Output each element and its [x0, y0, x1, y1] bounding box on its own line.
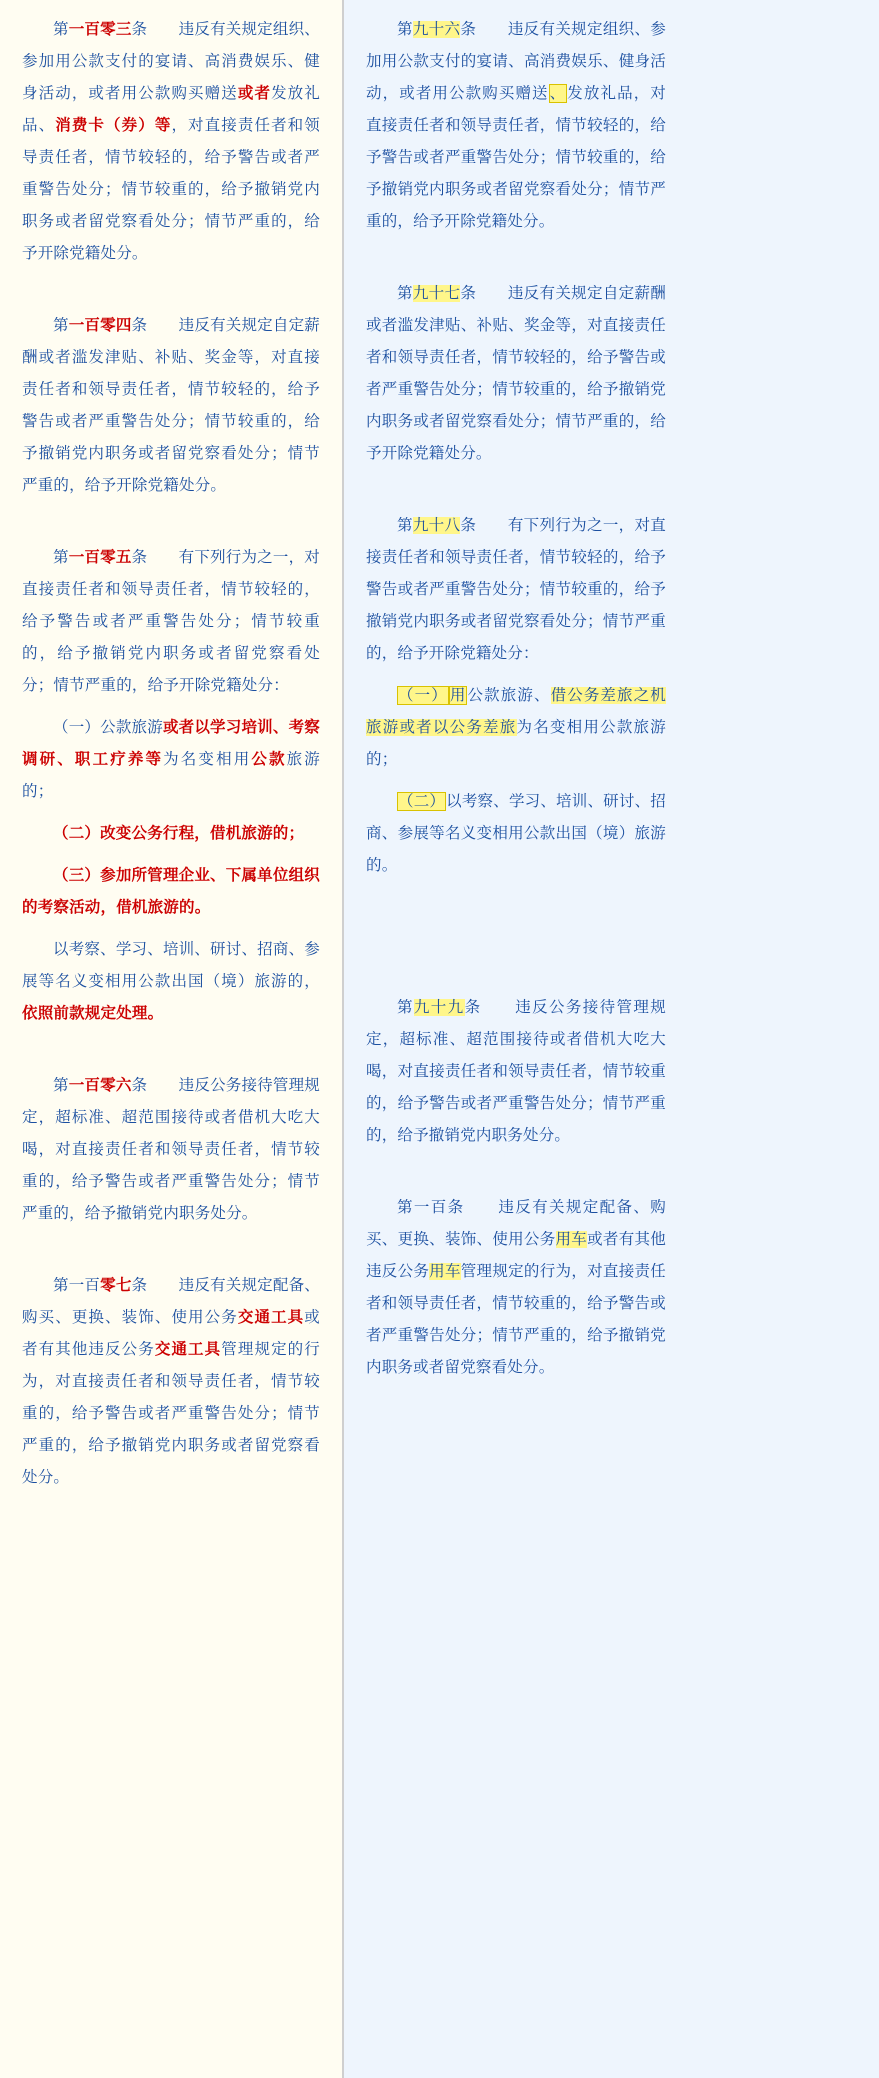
revision-emphasis-run: 依照前款规定处理。: [22, 1005, 164, 1022]
revision-emphasis-run: （二）改变公务行程，借机旅游的；: [53, 825, 305, 842]
text-run: 为名变相用公款旅游的；: [366, 719, 666, 768]
article-paragraph: [366, 1192, 666, 1384]
text-run: 或者有其他违反公务: [366, 1231, 666, 1280]
highlight-run: 九十六: [412, 21, 461, 38]
revision-emphasis-run: 一百零五: [68, 549, 132, 566]
paragraph-spacer: [366, 480, 666, 510]
article-paragraph: [22, 310, 320, 502]
article-paragraph: [22, 1270, 320, 1494]
highlight-run: 九十九: [413, 999, 465, 1016]
text-run: 第: [397, 999, 414, 1016]
article-paragraph: [22, 818, 320, 850]
revised-version-column: [0, 0, 344, 2078]
paragraph-spacer: [22, 512, 320, 542]
text-run: 条 违反有关规定配备、购买、更换、装饰、使用公务: [22, 1277, 321, 1326]
revision-emphasis-run: 交通工具: [237, 1309, 305, 1326]
paragraph-spacer: [366, 248, 666, 278]
highlight-run: （一）: [398, 687, 448, 704]
article-paragraph: [366, 278, 666, 470]
revision-emphasis-run: （三）参加所管理企业、下属单位组织的考察活动，借机旅游的。: [22, 867, 320, 916]
highlight-run: 、: [549, 85, 567, 102]
revision-emphasis-run: 一百零六: [68, 1077, 132, 1094]
highlight-run: （二）: [398, 793, 446, 810]
highlight-run: 用车: [555, 1231, 588, 1248]
revision-emphasis-run: 一百零三: [68, 21, 132, 38]
text-run: 条 有下列行为之一，对直接责任者和领导责任者，情节较轻的，给予警告或者严重警告处分；情节较重的，给予撤销党内职务或者留党察看处分；情节严重的，给予开除党籍处分：: [366, 517, 667, 662]
text-run: 或者有其他违反公务: [22, 1309, 320, 1358]
text-run: 条 有下列行为之一，对直接责任者和领导责任者，情节较轻的，给予警告或者严重警告处分；情节较重的，给予撤销党内职务或者留党察看处分；情节严重的，给予开除党籍处分：: [22, 549, 321, 694]
revised-column-content: [22, 14, 320, 1494]
paragraph-spacer: [366, 892, 666, 992]
highlight-run: 用: [449, 687, 467, 704]
article-paragraph: [22, 860, 320, 924]
text-run: 条 违反公务接待管理规定，超标准、超范围接待或者借机大吃大喝，对直接责任者和领导责任者，情节较重的，给予警告或者严重警告处分；情节严重的，给予撤销党内职务处分。: [22, 1077, 321, 1222]
original-column-content: [366, 14, 666, 1384]
article-paragraph: [22, 542, 320, 702]
text-run: 旅游的；: [22, 751, 320, 800]
text-run: 条 违反有关规定自定薪酬或者滥发津贴、补贴、奖金等，对直接责任者和领导责任者，情节较轻的，给予警告或者严重警告处分；情节较重的，给予撤销党内职务或者留党察看处分；情节严重的，给予开除党籍处分。: [22, 317, 321, 494]
article-paragraph: [366, 992, 666, 1152]
text-run: 条 违反有关规定组织、参加用公款支付的宴请、高消费娱乐、健身活动，或者用公款购买赠送: [22, 21, 321, 102]
text-run: 管理规定的行为，对直接责任者和领导责任者，情节较重的，给予警告或者严重警告处分；情节严重的，给予撤销党内职务或者留党察看处分。: [366, 1263, 666, 1376]
article-paragraph: [366, 14, 666, 238]
article-paragraph: [22, 712, 320, 808]
revision-emphasis-run: 零七: [100, 1277, 132, 1294]
revision-emphasis-run: 或者以学习培训、考察调研、职工疗养等: [22, 719, 320, 768]
highlight-run: 九十七: [412, 285, 461, 302]
text-run: 管理规定的行为，对直接责任者和领导责任者，情节较重的，给予警告或者严重警告处分；情节严重的，给予撤销党内职务或者留党察看处分。: [22, 1341, 320, 1486]
paragraph-spacer: [22, 1240, 320, 1270]
text-run: 发放礼品，对直接责任者和领导责任者，情节较轻的，给予警告或者严重警告处分；情节较重的，给予撤销党内职务或者留党察看处分；情节严重的，给予开除党籍处分。: [366, 85, 667, 230]
article-paragraph: [366, 680, 666, 776]
paragraph-spacer: [22, 1040, 320, 1070]
text-run: 第一百: [53, 1277, 101, 1294]
text-run: 第: [53, 317, 69, 334]
text-run: 第: [397, 517, 413, 534]
highlight-run: 九十八: [412, 517, 461, 534]
original-version-column: [344, 0, 879, 2078]
paragraph-spacer: [366, 1162, 666, 1192]
text-run: 条 违反有关规定自定薪酬或者滥发津贴、补贴、奖金等，对直接责任者和领导责任者，情节较轻的，给予警告或者严重警告处分；情节较重的，给予撤销党内职务或者留党察看处分；情节严重的，给予开除党籍处分。: [366, 285, 667, 462]
text-run: 以考察、学习、培训、研讨、招商、参展等名义变相用公款出国（境）旅游的。: [366, 793, 666, 874]
revision-emphasis-run: 公款: [251, 751, 287, 768]
article-paragraph: [22, 1070, 320, 1230]
highlight-run: 用车: [429, 1263, 461, 1280]
article-paragraph: [366, 510, 666, 670]
text-run: 第: [397, 21, 413, 38]
paragraph-spacer: [22, 280, 320, 310]
highlight-run: 借公务差旅之机旅游或者以公务差旅: [366, 687, 666, 736]
text-run: ，对直接责任者和领导责任者，情节较轻的，给予警告或者严重警告处分；情节较重的，给予撤销党内职务或者留党察看处分；情节严重的，给予开除党籍处分。: [22, 117, 320, 262]
text-run: 第一百条 违反有关规定配备、购买、更换、装饰、使用公务: [366, 1199, 666, 1248]
revision-emphasis-run: 交通工具: [154, 1341, 222, 1358]
text-run: 公款旅游、: [467, 687, 551, 704]
text-run: 条 违反有关规定组织、参加用公款支付的宴请、高消费娱乐、健身活动，或者用公款购买赠送: [366, 21, 667, 102]
revision-emphasis-run: 或者: [237, 85, 272, 102]
text-run: 第: [53, 21, 69, 38]
text-run: 第: [53, 1077, 69, 1094]
text-run: 第: [397, 285, 413, 302]
text-run: 为名变相用: [163, 751, 252, 768]
text-run: 条 违反公务接待管理规定，超标准、超范围接待或者借机大吃大喝，对直接责任者和领导责任者，情节较重的，给予警告或者严重警告处分；情节严重的，给予撤销党内职务处分。: [366, 999, 667, 1144]
article-paragraph: [22, 14, 320, 270]
text-run: 第: [53, 549, 69, 566]
revision-emphasis-run: 一百零四: [68, 317, 132, 334]
revision-emphasis-run: 消费卡（券）等: [55, 117, 172, 134]
article-paragraph: [22, 934, 320, 1030]
article-paragraph: [366, 786, 666, 882]
text-run: （一）公款旅游: [53, 719, 163, 736]
text-run: 以考察、学习、培训、研讨、招商、参展等名义变相用公款出国（境）旅游的，: [22, 941, 320, 990]
text-run: 发放礼品、: [22, 85, 320, 134]
